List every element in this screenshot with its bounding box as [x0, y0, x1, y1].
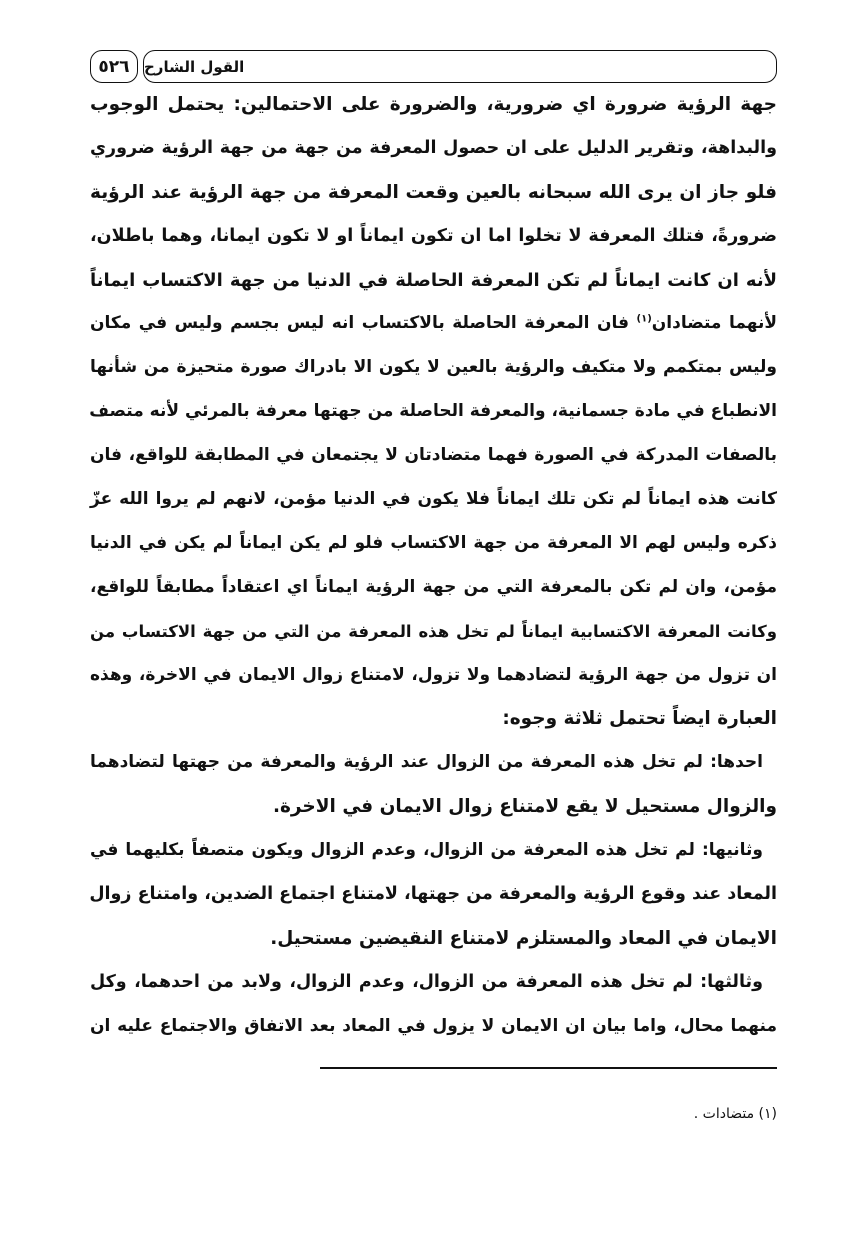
page-body — [90, 83, 777, 1049]
text-line: العبارة ايضاً تحتمل ثلاثة وجوه: — [502, 708, 777, 730]
text-line: وكانت المعرفة الاكتسابية ايماناً لم تخل هذه المعرفة من التي من جهة الاكتساب من — [90, 621, 777, 641]
text-line: كانت هذه ايماناً لم تكن تلك ايماناً فلا يكون في الدنيا مؤمن، لانهم لم يروا الله عزّ — [90, 489, 777, 510]
text-segment: لم تخل هذه المعرفة من الزوال، وعدم الزوال ويكون متصفاً بكليهما في — [90, 840, 702, 861]
text-line: مؤمن، وان لم تكن بالمعرفة التي من جهة الرؤية ايماناً اي اعتقاداً مطابقاً للواقع، — [90, 576, 777, 597]
text-line: وليس بمتكمم ولا متكيف والرؤية بالعين لا يكون الا بادراك صورة متحيزة من شأنها — [90, 357, 777, 378]
text-line: والزوال مستحيل لا يقع لامتناع زوال الايمان في الاخرة. — [272, 796, 777, 818]
text-line: منهما محال، واما بيان ان الايمان لا يزول في المعاد بعد الاتفاق والاجتماع عليه ان — [90, 1015, 777, 1036]
text-line: فلو جاز ان يرى الله سبحانه بالعين وقعت المعرفة من جهة الرؤية عند الرؤية — [90, 181, 777, 203]
text-line: والبداهة، وتقرير الدليل على ان حصول المعرفة من جهة من جهة الرؤية ضروري — [90, 137, 777, 158]
text-line — [90, 961, 777, 1005]
text-line: جهة الرؤية ضرورة اي ضرورية، والضرورة على الاحتمالين: يحتمل الوجوب — [90, 94, 777, 115]
page-number: ٥٢٦ — [90, 50, 138, 83]
text-line: ضرورةً، فتلك المعرفة لا تخلوا اما ان تكون ايماناً او لا تكون ايمانا، وهما باطلان، — [90, 225, 777, 246]
text-line: بالصفات المدركة في الصورة فهما متضادتان لا يجتمعان في المطابقة للواقع، فان — [90, 445, 777, 466]
text-line: لأنه ان كانت ايماناً لم تكن المعرفة الحاصلة في الدنيا من جهة الاكتساب ايماناً — [90, 269, 777, 291]
text-line: الانطباع في مادة جسمانية، والمعرفة الحاصلة من جهتها معرفة بالمرئي لأنه متصف — [89, 401, 777, 422]
text-line: المعاد عند وقوع الرؤية والمعرفة من جهتها، لامتناع اجتماع الضدين، وامتناع زوال — [89, 884, 777, 905]
footnote: (١) متضادات . — [693, 1106, 777, 1122]
text-segment: فان المعرفة الحاصلة بالاكتساب انه ليس بجسم وليس في مكان — [90, 313, 637, 334]
text-line: الايمان في المعاد والمستلزم لامتناع النقيضين مستحيل. — [270, 927, 777, 949]
footnote-reference[interactable]: (١) — [636, 313, 652, 325]
text-segment: لأنهما متضادان — [651, 313, 777, 334]
text-line — [90, 302, 777, 346]
text-segment: لم تخل هذه المعرفة من الزوال، وعدم الزوال، ولابد من احدهما، وكل — [90, 971, 701, 992]
footnote-divider — [320, 1067, 777, 1069]
running-header-title: القول الشارح — [143, 50, 777, 83]
text-segment: لم تخل هذه المعرفة من الزوال عند الرؤية والمعرفة من جهتها لتضادهما — [90, 752, 711, 773]
text-line: ذكره وليس لهم الا المعرفة من جهة الاكتساب فلو لم يكن ايماناً لم يكن في الدنيا — [90, 532, 777, 553]
text-line — [90, 741, 777, 785]
text-line: ان تزول من جهة الرؤية لتضادهما ولا تزول، لامتناع زوال الايمان في الاخرة، وهذه — [90, 664, 777, 685]
point-lead: احدها: — [710, 752, 763, 773]
text-line — [90, 829, 777, 873]
point-lead: وثالثها: — [700, 971, 763, 992]
point-lead: وثانيها: — [701, 840, 763, 861]
